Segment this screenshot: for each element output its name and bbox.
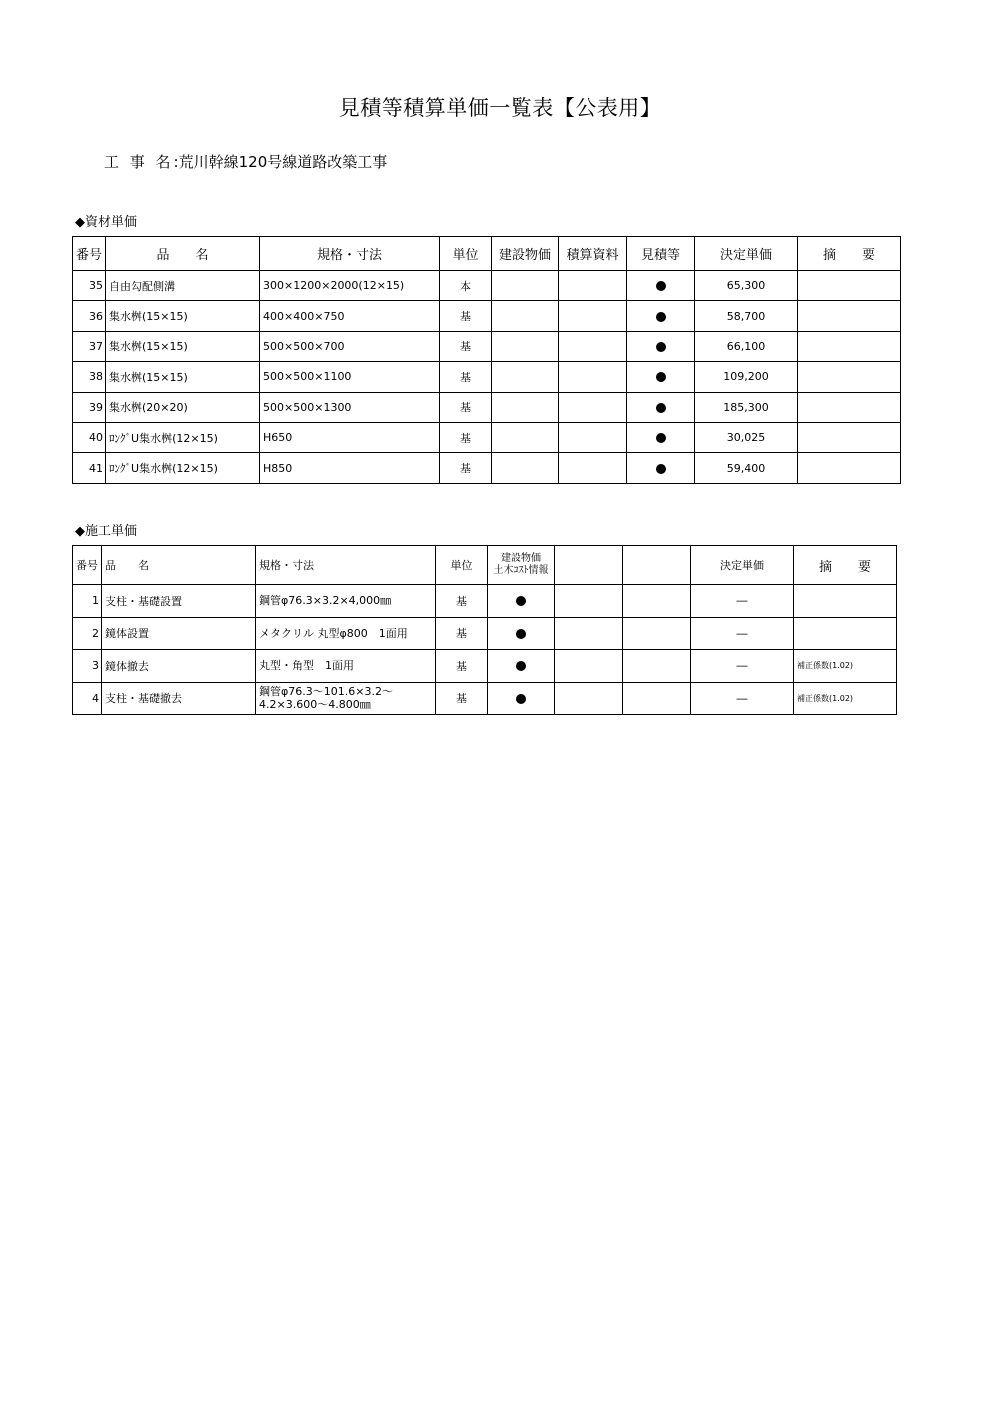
row-kensetsu-bukka xyxy=(492,422,559,452)
row-spec: 300×1200×2000(12×15) xyxy=(260,271,440,301)
filled-circle-icon xyxy=(656,342,666,352)
filled-circle-icon xyxy=(516,629,526,639)
row-price: 59,400 xyxy=(695,453,798,483)
row-unit: 基 xyxy=(440,362,492,392)
row-remarks xyxy=(798,362,901,392)
table-row xyxy=(73,617,897,650)
row-price: 30,025 xyxy=(695,422,798,452)
header-no: 番号 xyxy=(73,546,102,585)
row-mitsumori xyxy=(627,362,695,392)
table-row xyxy=(73,271,901,301)
construction-heading: ◆施工単価 xyxy=(75,524,137,539)
row-spec: 500×500×1100 xyxy=(260,362,440,392)
table-row xyxy=(73,362,901,392)
row-price: 185,300 xyxy=(695,392,798,422)
header-source-line1: 建設物価 xyxy=(501,553,541,564)
filled-circle-icon xyxy=(516,694,526,704)
row-price: 109,200 xyxy=(695,362,798,392)
filled-circle-icon xyxy=(516,661,526,671)
header-remarks: 摘 要 xyxy=(798,237,901,271)
row-name: 集水桝(15×15) xyxy=(106,362,260,392)
row-spec: 500×500×700 xyxy=(260,331,440,361)
row-unit: 本 xyxy=(440,271,492,301)
row-blank-2 xyxy=(623,682,691,715)
row-sekisan-shiryo xyxy=(559,301,627,331)
header-unit: 単位 xyxy=(436,546,488,585)
row-name: 集水桝(15×15) xyxy=(106,301,260,331)
table-row xyxy=(73,331,901,361)
table-row xyxy=(73,453,901,483)
row-name: 支柱・基礎撤去 xyxy=(102,682,256,715)
row-name: 自由勾配側溝 xyxy=(106,271,260,301)
row-price: 66,100 xyxy=(695,331,798,361)
row-sekisan-shiryo xyxy=(559,271,627,301)
header-price: 決定単価 xyxy=(695,237,798,271)
row-unit: 基 xyxy=(436,617,488,650)
row-kensetsu-bukka xyxy=(488,585,555,618)
row-unit: 基 xyxy=(440,301,492,331)
row-no: 36 xyxy=(73,301,106,331)
header-source-line2: 土木ｺｽﾄ情報 xyxy=(493,565,549,576)
row-remarks xyxy=(798,331,901,361)
row-remarks xyxy=(794,617,897,650)
table-row xyxy=(73,301,901,331)
row-no: 3 xyxy=(73,650,102,683)
project-name-line xyxy=(104,151,387,172)
row-unit: 基 xyxy=(436,682,488,715)
materials-header-row xyxy=(73,237,901,271)
row-remarks xyxy=(798,453,901,483)
row-price: 58,700 xyxy=(695,301,798,331)
header-spec: 規格・寸法 xyxy=(260,237,440,271)
row-no: 1 xyxy=(73,585,102,618)
row-blank-2 xyxy=(623,585,691,618)
row-blank-1 xyxy=(555,650,623,683)
header-mitsumori: 見積等 xyxy=(627,237,695,271)
project-name: 荒川幹線120号線道路改築工事 xyxy=(178,153,388,171)
row-spec: メタクリル 丸型φ800 1面用 xyxy=(256,617,436,650)
row-name: 集水桝(15×15) xyxy=(106,331,260,361)
filled-circle-icon xyxy=(656,433,666,443)
row-mitsumori xyxy=(627,453,695,483)
row-sekisan-shiryo xyxy=(559,453,627,483)
row-unit: 基 xyxy=(440,392,492,422)
row-spec: 鋼管φ76.3×3.2×4,000㎜ xyxy=(256,585,436,618)
row-price: 65,300 xyxy=(695,271,798,301)
construction-header-row xyxy=(73,546,897,585)
row-remarks xyxy=(794,585,897,618)
row-remarks xyxy=(798,271,901,301)
construction-table xyxy=(72,545,897,715)
row-price: ― xyxy=(691,585,794,618)
row-unit: 基 xyxy=(436,650,488,683)
row-remarks: 補正係数(1.02) xyxy=(794,682,897,715)
project-separator: : xyxy=(173,153,179,171)
row-mitsumori xyxy=(627,331,695,361)
row-no: 39 xyxy=(73,392,106,422)
row-spec: H850 xyxy=(260,453,440,483)
row-mitsumori xyxy=(627,271,695,301)
header-spec: 規格・寸法 xyxy=(256,546,436,585)
row-remarks xyxy=(798,422,901,452)
row-spec: 鋼管φ76.3～101.6×3.2～4.2×3.600～4.800㎜ xyxy=(256,682,436,715)
row-spec: 丸型・角型 1面用 xyxy=(256,650,436,683)
table-row xyxy=(73,585,897,618)
header-remarks: 摘 要 xyxy=(794,546,897,585)
row-price: ― xyxy=(691,682,794,715)
header-price: 決定単価 xyxy=(691,546,794,585)
filled-circle-icon xyxy=(656,403,666,413)
row-name: 集水桝(20×20) xyxy=(106,392,260,422)
row-blank-1 xyxy=(555,682,623,715)
header-sekisan-shiryo: 積算資料 xyxy=(559,237,627,271)
row-spec: 400×400×750 xyxy=(260,301,440,331)
header-name: 品 名 xyxy=(102,546,256,585)
row-name: ﾛﾝｸﾞU集水桝(12×15) xyxy=(106,453,260,483)
row-blank-2 xyxy=(623,617,691,650)
header-name: 品 名 xyxy=(106,237,260,271)
row-mitsumori xyxy=(627,422,695,452)
table-row xyxy=(73,422,901,452)
row-spec: 500×500×1300 xyxy=(260,392,440,422)
table-row xyxy=(73,682,897,715)
materials-heading: ◆資材単価 xyxy=(75,215,137,230)
filled-circle-icon xyxy=(656,312,666,322)
header-blank-1 xyxy=(555,546,623,585)
row-kensetsu-bukka xyxy=(492,453,559,483)
row-no: 35 xyxy=(73,271,106,301)
row-no: 4 xyxy=(73,682,102,715)
row-sekisan-shiryo xyxy=(559,362,627,392)
row-spec: H650 xyxy=(260,422,440,452)
filled-circle-icon xyxy=(656,281,666,291)
materials-table xyxy=(72,236,901,484)
row-unit: 基 xyxy=(440,422,492,452)
row-name: 鏡体設置 xyxy=(102,617,256,650)
row-kensetsu-bukka xyxy=(488,682,555,715)
row-name: 支柱・基礎設置 xyxy=(102,585,256,618)
header-kensetsu-bukka-doboku-cost xyxy=(488,546,555,585)
header-unit: 単位 xyxy=(440,237,492,271)
project-label: 工 事 名 xyxy=(104,153,174,171)
row-sekisan-shiryo xyxy=(559,392,627,422)
page-title: 見積等積算単価一覧表【公表用】 xyxy=(338,96,662,120)
filled-circle-icon xyxy=(656,372,666,382)
row-kensetsu-bukka xyxy=(488,650,555,683)
filled-circle-icon xyxy=(516,596,526,606)
row-name: 鏡体撤去 xyxy=(102,650,256,683)
row-kensetsu-bukka xyxy=(492,362,559,392)
row-no: 41 xyxy=(73,453,106,483)
row-price: ― xyxy=(691,650,794,683)
row-unit: 基 xyxy=(440,331,492,361)
row-no: 38 xyxy=(73,362,106,392)
row-mitsumori xyxy=(627,301,695,331)
row-kensetsu-bukka xyxy=(492,392,559,422)
header-blank-2 xyxy=(623,546,691,585)
row-remarks: 補正係数(1.02) xyxy=(794,650,897,683)
row-remarks xyxy=(798,392,901,422)
row-kensetsu-bukka xyxy=(492,301,559,331)
row-price: ― xyxy=(691,617,794,650)
row-blank-2 xyxy=(623,650,691,683)
row-unit: 基 xyxy=(436,585,488,618)
table-row xyxy=(73,392,901,422)
row-sekisan-shiryo xyxy=(559,422,627,452)
row-unit: 基 xyxy=(440,453,492,483)
header-no: 番号 xyxy=(73,237,106,271)
row-blank-1 xyxy=(555,585,623,618)
header-kensetsu-bukka: 建設物価 xyxy=(492,237,559,271)
row-blank-1 xyxy=(555,617,623,650)
filled-circle-icon xyxy=(656,464,666,474)
table-row xyxy=(73,650,897,683)
row-no: 40 xyxy=(73,422,106,452)
row-kensetsu-bukka xyxy=(492,271,559,301)
row-kensetsu-bukka xyxy=(488,617,555,650)
row-name: ﾛﾝｸﾞU集水桝(12×15) xyxy=(106,422,260,452)
row-sekisan-shiryo xyxy=(559,331,627,361)
row-remarks xyxy=(798,301,901,331)
row-kensetsu-bukka xyxy=(492,331,559,361)
row-no: 37 xyxy=(73,331,106,361)
row-mitsumori xyxy=(627,392,695,422)
row-no: 2 xyxy=(73,617,102,650)
